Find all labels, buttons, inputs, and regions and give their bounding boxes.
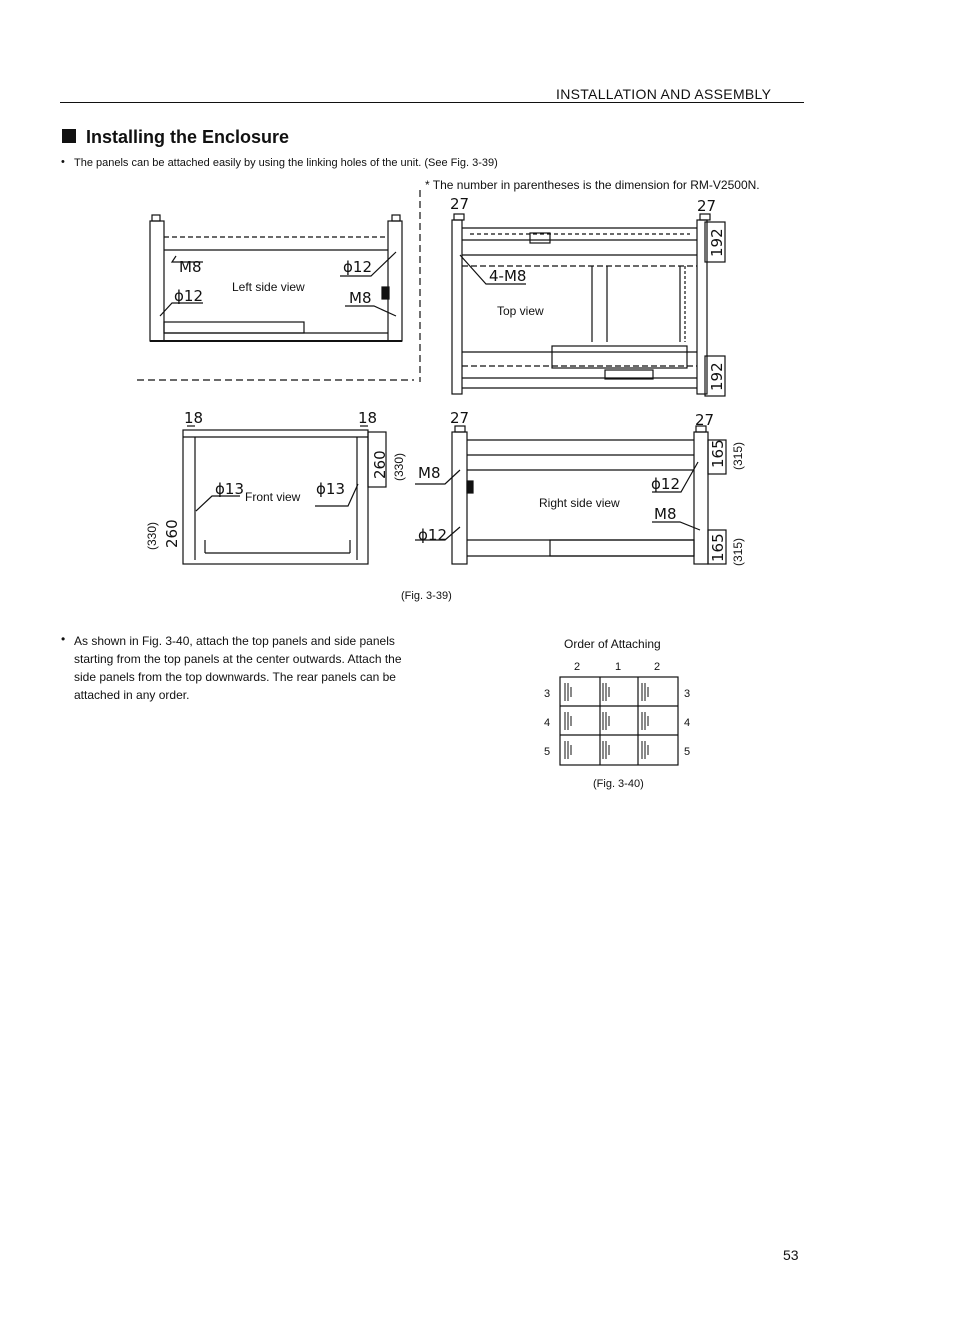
order-top-label-3: 2 <box>654 661 661 673</box>
fig-3-39-caption: (Fig. 3-39) <box>401 590 452 602</box>
right-dim-315-bottom: (315) <box>731 537 745 566</box>
right-dim-165-bottom: 165 <box>709 533 727 562</box>
page-number: 53 <box>783 1247 799 1263</box>
top-dim-27-left: 27 <box>450 195 470 213</box>
right-side-view-drawing <box>415 426 726 564</box>
fig-3-39-drawing <box>0 0 954 620</box>
left-phi12-b: ϕ12 <box>174 287 203 305</box>
right-dim-27-right: 27 <box>695 411 715 429</box>
top-dim-192-top: 192 <box>708 228 726 257</box>
right-dim-165-top: 165 <box>709 439 727 468</box>
order-right-label-1: 3 <box>684 688 691 700</box>
order-left-label-3: 5 <box>544 746 551 758</box>
front-phi13-b: ϕ13 <box>316 480 345 498</box>
front-view-label: Front view <box>245 490 301 504</box>
top-view-label: Top view <box>497 304 544 318</box>
right-m8-b: M8 <box>654 505 677 523</box>
fig-3-40-caption: (Fig. 3-40) <box>593 778 644 790</box>
order-left-label-2: 4 <box>544 717 551 729</box>
dimension-note: * The number in parentheses is the dimension for RM-V2500N. <box>425 178 760 192</box>
order-right-label-3: 5 <box>684 746 691 758</box>
front-dim-260-right: 260 <box>371 450 389 479</box>
right-dim-27-left: 27 <box>450 409 470 427</box>
fig-3-40-grid <box>530 655 710 775</box>
front-dim-18-left: 18 <box>184 409 204 427</box>
front-dim-18-right: 18 <box>358 409 378 427</box>
top-dim-192-bottom: 192 <box>708 362 726 391</box>
left-phi12-a: ϕ12 <box>343 258 372 276</box>
section-title: Installing the Enclosure <box>86 127 290 147</box>
fig-3-40-title: Order of Attaching <box>564 637 661 651</box>
front-dim-260-left: 260 <box>163 519 181 548</box>
left-m8-b: M8 <box>349 289 372 307</box>
running-header: INSTALLATION AND ASSEMBLY <box>556 86 772 102</box>
right-side-view-label: Right side view <box>539 496 620 510</box>
right-m8-a: M8 <box>418 464 441 482</box>
intro-bullet-text: The panels can be attached easily by using the linking holes of the unit. (See Fig. 3-39) <box>74 157 498 169</box>
right-phi12-a: ϕ12 <box>651 475 680 493</box>
order-right-label-2: 4 <box>684 717 691 729</box>
left-side-view-drawing <box>150 215 402 341</box>
front-dim-330-left: (330) <box>145 521 159 550</box>
order-left-label-1: 3 <box>544 688 551 700</box>
right-dim-315-top: (315) <box>731 441 745 470</box>
intro-bullet-dot: • <box>61 156 65 168</box>
top-view-drawing <box>452 214 725 396</box>
front-phi13-a: ϕ13 <box>215 480 244 498</box>
order-top-label-2: 1 <box>615 661 622 673</box>
front-dim-330-right: (330) <box>392 452 406 481</box>
instructions-text: As shown in Fig. 3-40, attach the top panels and side panels starting from the top panels at the center outwards. Attach the side panels from the top downwards. The rear panels can be attached in any order. <box>74 634 402 702</box>
instructions-bullet-dot: • <box>61 632 66 646</box>
order-top-label-1: 2 <box>574 661 581 673</box>
right-phi12-b: ϕ12 <box>418 526 447 544</box>
left-side-view-label: Left side view <box>232 280 305 294</box>
left-m8-a: M8 <box>179 258 202 276</box>
top-bolt-label: 4-M8 <box>489 267 527 285</box>
top-dim-27-right: 27 <box>697 197 717 215</box>
